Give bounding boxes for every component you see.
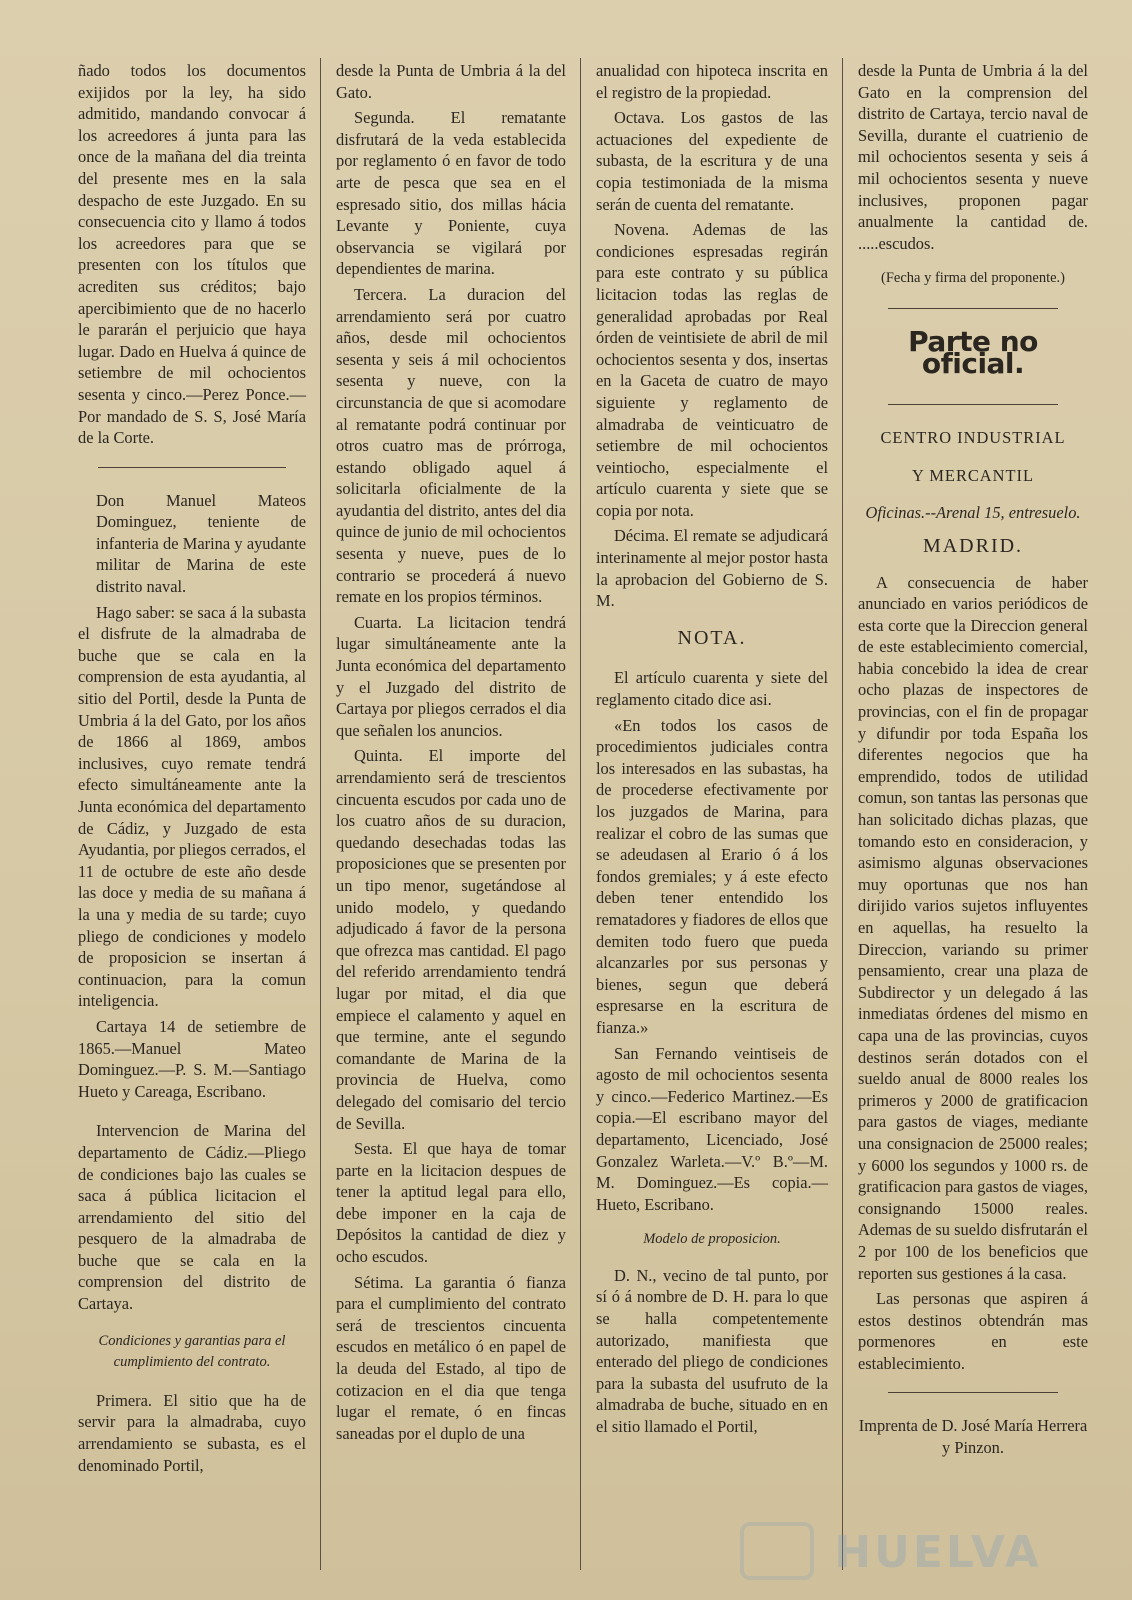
printer-credit: Imprenta de D. José María Herrera y Pinzon.: [858, 1416, 1088, 1458]
address: Oficinas.--Arenal 15, entresuelo.: [865, 503, 1081, 523]
archive-watermark: HUELVA: [834, 1527, 1042, 1578]
divider: [888, 1392, 1058, 1393]
column-1: [78, 60, 306, 1560]
paragraph: anualidad con hipoteca inscrita en el registro de la propiedad.: [596, 61, 828, 102]
paragraph: A consecuencia de haber anunciado en varios periódicos de esta corte que la Direccion general de este establecimiento comercial, habia concebido la idea de crear ocho plazas de inspectores de provincias, con el fin de propagar y difundir por toda España los diferentes negocios que ha emprendido, todos de utilidad comun, son tantas las personas que han solicitado dichas plazas, que tomando esto en consideracion, y asimismo algunas observaciones muy oportunas que nos han dirijido varios sujetos influyentes en aquellas, ha resuelto la Direccion, variando su primer pensamiento, crear una plaza de Subdirector y un delegado á las inmediatas órdenes del mismo en capa una de las provincias, cuyos destinos serán dotados con el sueldo anual de 8000 reales los primeros y 2000 de gratificacion para gastos de viages, mediante una consignacion de 25000 reales; y 6000 los segundos y 1000 rs. de gratificacion para gastos de viages, consignando 15000 reales. Ademas de su sueldo disfrutarán el 2 por 100 de los beneficios que reporten sus gestiones á la casa.: [858, 572, 1088, 1283]
paragraph: Novena. Ademas de las condiciones espresadas regirán para este contrato y su pública licitacion todas las reglas de generalidad aprobadas por Real órden de veintisiete de abril de mil ochocientos sesenta y dos, insertas en la Gaceta de cuatro de mayo siguiente y reglamento de almadraba de veinticuatro de setiembre de mil ochocientos veintiocho, especialmente el artículo cuarenta y siete que se copia por nota.: [596, 220, 828, 520]
paragraph: Primera. El sitio que ha de servir para la almadraba, cuyo arrendamiento se subasta, es el denominado Portil,: [78, 1390, 306, 1475]
paragraph: «En todos los casos de procedimientos judiciales contra los interesados en las subastas, ha de procederse efectivamente por los juzgados de Marina, para realizar el cobro de las sumas que se adeudasen al Erario ó á los fondos gremiales; y á este efecto deben tener entendido los rematadores y fiadores de ellos que demiten todo fuero que pueda alcanzarles por sus personas y bienes, segun que deberá espresarse en la escritura de fianza.»: [596, 715, 828, 1037]
divider: [98, 467, 286, 468]
paragraph: San Fernando veintiseis de agosto de mil ochocientos sesenta y cinco.—Federico Martinez.—Es copia.—El escribano mayor del departamento, Licenciado, José Gonzalez Warleta.—V.º B.º—M. M. Dominguez.—Es copia.—Hueto, Escribano.: [596, 1043, 828, 1214]
subheading: Modelo de proposicion.: [643, 1231, 781, 1248]
nota-heading: NOTA.: [677, 626, 747, 649]
org-name: Y MERCANTIL: [912, 465, 1034, 485]
paragraph: Quinta. El importe del arrendamiento será de trescientos cincuenta escudos por cada uno de los cuatro años de su duracion, quedando desechadas todas las proposiciones que se presenten por un tipo menor, sugetándose al unido modelo, y quedando adjudicado á favor de la persona que ofrezca mas cantidad. El pago del referido arrendamiento tendrá lugar por mitad, el dia que empiece el calamento y aquel en que termine, ante el segundo comandante de Marina de la provincia de Huelva, como delegado del comisario del tercio de Sevilla.: [336, 746, 566, 1133]
paragraph: desde la Punta de Umbria á la del Gato en la comprension del distrito de Cartaya, tercio naval de Sevilla, durante el cuatrienio de mil ochocientos sesenta y seis á mil ochocientos sesenta y nueve inclusives, proponen pagar anualmente la cantidad de. .....escudos.: [858, 61, 1088, 253]
paragraph: Sesta. El que haya de tomar parte en la licitacion despues de tener la aptitud legal para ello, debe imponer en la caja de Depósitos la cantidad de diez y ocho escudos.: [336, 1139, 566, 1267]
column-divider: [320, 58, 321, 1570]
signature-note: (Fecha y firma del proponente.): [881, 270, 1065, 287]
notice-lead: Don Manuel Mateos Dominguez, teniente de infanteria de Marina y ayudante militar de Marina de este distrito naval.: [96, 490, 306, 597]
subheading: Condiciones y garantias para el cumplimiento del contrato.: [98, 1332, 286, 1371]
paragraph: ñado todos los documentos exijidos por la ley, ha sido admitido, mandando convocar á los acreedores á junta para las once de la mañana del dia treinta del presente mes en la sala despacho de este Juzgado. En su consecuencia cito y llamo á todos los acreedores para que se presenten con los títulos que acrediten sus créditos; bajo apercibimiento que de no hacerlo le pararán el perjuicio que haya lugar. Dado en Huelva á quince de setiembre de mil ochocientos sesenta y cinco.—Perez Ponce.—Por mandado de S. S, José María de la Corte.: [78, 61, 306, 448]
paragraph: Hago saber: se saca á la subasta el disfrute de la almadraba de buche que se cala en la comprension de esta ayudantia, al sitio del Portil, desde la Punta de Umbria á la del Gato, por los años de 1866 al 1869, ambos inclusives, cuyo remate tendrá efecto simultáneamente ante la Junta económica del departamento de Cádiz, y Juzgado de esta Ayudantia, por pliegos cerrados, el 11 de octubre de este año desde las doce y media de su mañana á la una y media de su tarde; cuyo pliego de condiciones y modelo de proposicion se insertan á continuacion, para la comun inteligencia.: [78, 602, 306, 1011]
paragraph: Octava. Los gastos de las actuaciones del expediente de subasta, de la escritura y de una copia testimoniada de la misma serán de cuenta del rematante.: [596, 108, 828, 214]
paragraph: Cartaya 14 de setiembre de 1865.—Manuel Mateo Dominguez.—P. S. M.—Santiago Hueto y Careaga, Escribano.: [78, 1016, 306, 1101]
paragraph: D. N., vecino de tal punto, por sí ó á nombre de D. H. para lo que se halla competentemente autorizado, manifiesta que enterado del pliego de condiciones para la subasta del usufruto de la almadraba de buche, situado en en el sitio llamado el Portil,: [596, 1265, 828, 1437]
paragraph: Las personas que aspiren á estos destinos obtendrán mas pormenores en este establecimiento.: [858, 1289, 1088, 1373]
column-2: [336, 60, 566, 1560]
column-divider: [580, 58, 581, 1570]
org-name: CENTRO INDUSTRIAL: [880, 428, 1066, 448]
city-heading: MADRID.: [922, 534, 1024, 557]
divider: [888, 404, 1058, 405]
column-4: [858, 60, 1088, 1560]
paragraph: desde la Punta de Umbria á la del Gato.: [336, 61, 566, 102]
column-3: [596, 60, 828, 1560]
paragraph: Cuarta. La licitacion tendrá lugar simultáneamente ante la Junta económica del departamento y el Juzgado del distrito de Cartaya por pliegos cerrados el dia que señalen los anuncios.: [336, 612, 566, 740]
paragraph: Décima. El remate se adjudicará interinamente al mejor postor hasta la aprobacion del Gobierno de S. M.: [596, 526, 828, 611]
paragraph: Segunda. El rematante disfrutará de la veda establecida por reglamento ó en favor de todo arte de pesca que sea en el espresado sitio, dos millas hácia Levante y Poniente, cuya observancia se vigilará por dependientes de marina.: [336, 108, 566, 279]
section-heading: Parte no oficial.: [908, 324, 1038, 380]
paragraph: Intervencion de Marina del departamento de Cádiz.—Pliego de condiciones bajo las cuales se saca á pública licitacion el arrendamiento del sitio del pesquero de la almadraba de buche que se cala en la comprension del distrito de Cartaya.: [78, 1121, 306, 1314]
paragraph: Sétima. La garantia ó fianza para el cumplimiento del contrato será de trescientos cincuenta escudos en metálico ó en papel de la deuda del Estado, al tipo de cotizacion en el dia que tenga lugar el remate, ó en fincas saneadas por el duplo de una: [336, 1272, 566, 1443]
paragraph: Tercera. La duracion del arrendamiento será por cuatro años, desde mil ochocientos sesenta y seis á mil ochocientos sesenta y nueve, con la circunstancia de que si acomodare al rematante podrá continuar por otros cuatro mas de prórroga, estando obligado aquel á solicitarla oficialmente de la ayudantia del distrito, antes del dia quince de junio de mil ochocientos sesenta y nueve, pues de lo contrario se procederá á nuevo remate en los propios términos.: [336, 284, 566, 607]
archive-logo-icon: [740, 1522, 814, 1580]
divider: [888, 308, 1058, 309]
paragraph: El artículo cuarenta y siete del reglamento citado dice asi.: [596, 668, 828, 710]
column-divider: [842, 58, 843, 1570]
